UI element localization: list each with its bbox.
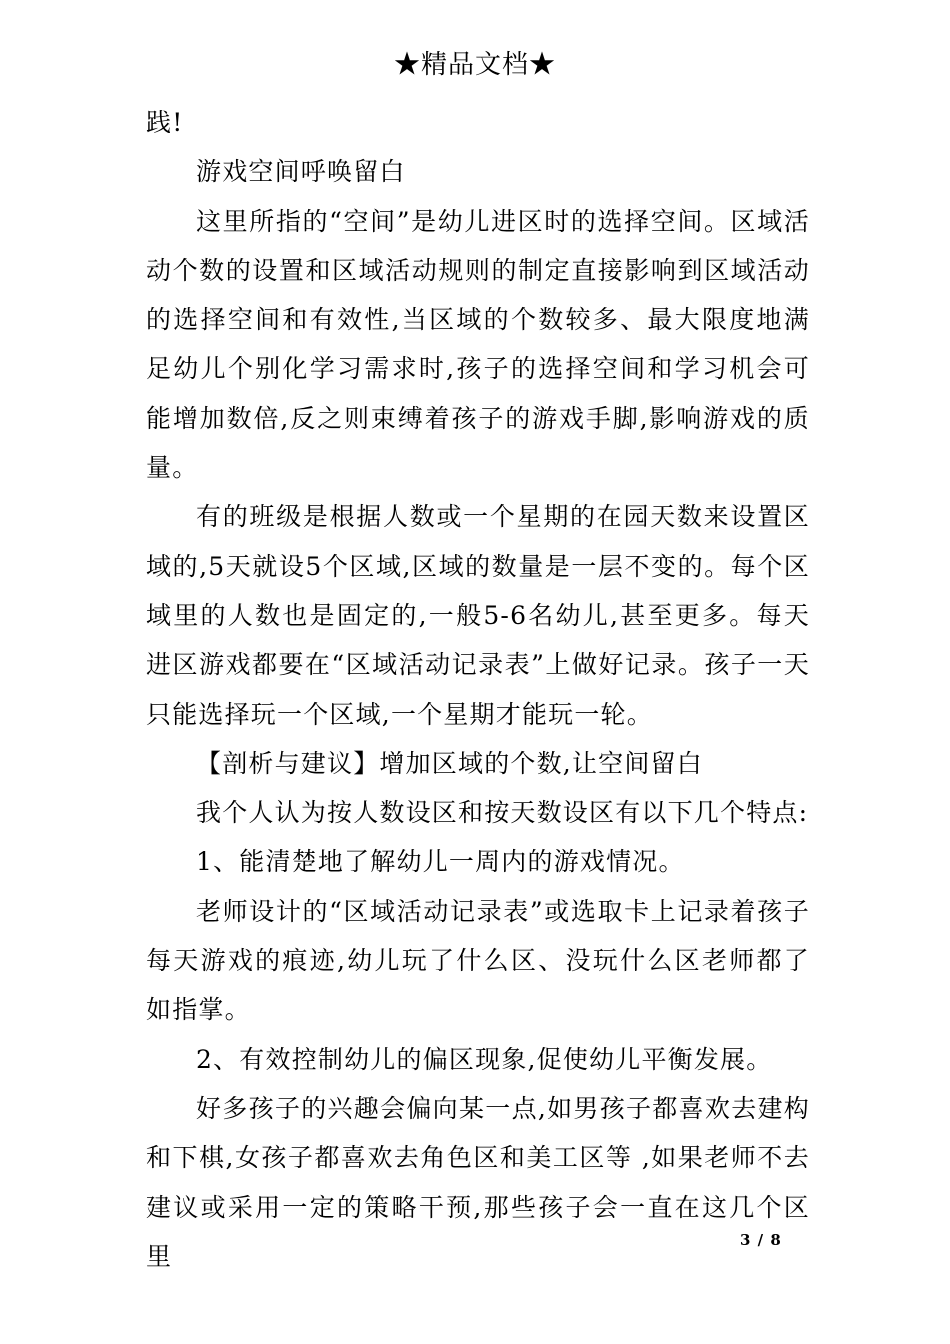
paragraph: 老师设计的“区域活动记录表”或选取卡上记录着孩子每天游戏的痕迹,幼儿玩了什么区、没玩什么区老师都了如指掌。 <box>146 896 810 1025</box>
paragraph: 好多孩子的兴趣会偏向某一点,如男孩子都喜欢去建构和下棋,女孩子都喜欢去角色区和美工区等 ,如果老师不去建议或采用一定的策略干预,那些孩子会一直在这几个区里 <box>146 1093 810 1271</box>
section-heading: 游戏空间呼唤留白 <box>196 157 406 187</box>
list-item: 1、能清楚地了解幼儿一周内的游戏情况。 <box>196 847 685 877</box>
section-heading: 【剖析与建议】增加区域的个数,让空间留白 <box>196 748 703 778</box>
paragraph: 践! <box>146 108 184 137</box>
page-header: ★精品文档★ <box>393 50 556 80</box>
document-body <box>146 98 810 1281</box>
paragraph: 我个人认为按人数设区和按天数设区有以下几个特点: <box>196 798 809 828</box>
paragraph: 有的班级是根据人数或一个星期的在园天数来设置区域的,5天就设5个区域,区域的数量是一层不变的。每个区域里的人数也是固定的,一般5-6名幼儿,甚至更多。每天进区游戏都要在“区域活动记录表”上做好记录。孩子一天只能选择玩一个区域,一个星期才能玩一轮。 <box>146 502 810 729</box>
list-item: 2、有效控制幼儿的偏区现象,促使幼儿平衡发展。 <box>196 1044 773 1074</box>
page-number: 3 / 8 <box>740 1231 782 1249</box>
paragraph: 这里所指的“空间”是幼儿进区时的选择空间。区域活动个数的设置和区域活动规则的制定直接影响到区域活动的选择空间和有效性,当区域的个数较多、最大限度地满足幼儿个别化学习需求时,孩子的选择空间和学习机会可能增加数倍,反之则束缚着孩子的游戏手脚,影响游戏的质量。 <box>146 206 810 483</box>
